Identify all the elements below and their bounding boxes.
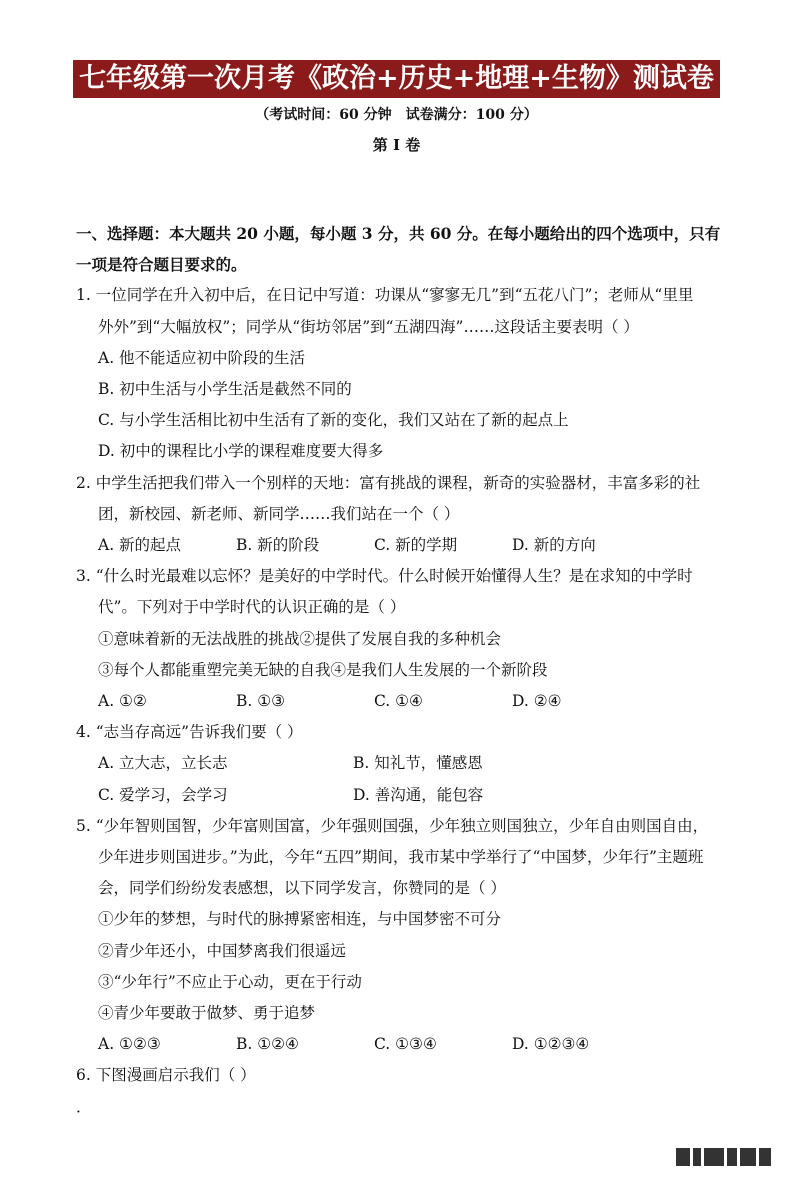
watermark-bars-icon — [676, 1148, 771, 1166]
q3-option-c: C. ①④ — [374, 692, 423, 711]
q5-statement-1: ①少年的梦想，与时代的脉搏紧密相连，与中国梦密不可分 — [98, 910, 502, 929]
exam-info: （考试时间：60 分钟 试卷满分：100 分） — [255, 107, 538, 123]
q1-stem-line2: 外外”到“大幅放权”；同学从“街坊邻居”到“五湖四海”……这段话主要表明（ ） — [98, 317, 639, 336]
question-content — [76, 218, 726, 1123]
q2-option-c: C. 新的学期 — [374, 536, 458, 555]
q2-option-a: A. 新的起点 — [98, 536, 182, 555]
q4-options-row1 — [76, 748, 726, 779]
section-instruction-line2: 一项是符合题目要求的。 — [76, 255, 247, 275]
q5-option-a: A. ①②③ — [98, 1035, 161, 1054]
section-instruction-line1: 一、选择题：本大题共 20 小题，每小题 3 分，共 60 分。在每小题给出的四个选项中，只有 — [76, 224, 721, 243]
bar-icon — [676, 1148, 690, 1166]
q2-option-d: D. 新的方向 — [512, 536, 596, 555]
q4-stem-line1: 4. “志当存高远”告诉我们要（ ） — [76, 723, 303, 742]
q5-options — [76, 1029, 726, 1060]
q5-statement-2: ②青少年还小，中国梦离我们很遥远 — [98, 941, 347, 960]
q1-option-a: A. 他不能适应初中阶段的生活 — [98, 348, 306, 367]
q1-option-c: C. 与小学生活相比初中生活有了新的变化，我们又站在了新的起点上 — [98, 411, 569, 430]
q3-statements-1: ①意味着新的无法战胜的挑战②提供了发展自我的多种机会 — [98, 629, 502, 648]
bar-icon — [704, 1148, 724, 1166]
q4-options-row2 — [76, 780, 726, 811]
page-title: 七年级第一次月考《政治+历史+地理+生物》测试卷 — [73, 60, 720, 98]
q5-stem-line3: 会，同学们纷纷发表感想，以下同学发言，你赞同的是（ ） — [98, 879, 506, 898]
q6-stem-line1: 6. 下图漫画启示我们（ ） — [76, 1066, 256, 1085]
q2-stem-line2: 团，新校园、新老师、新同学……我们站在一个（ ） — [98, 504, 460, 523]
q1-option-d: D. 初中的课程比小学的课程难度要大得多 — [98, 442, 384, 461]
q5-option-c: C. ①③④ — [374, 1035, 437, 1054]
q2-stem-line1: 2. 中学生活把我们带入一个别样的天地：富有挑战的课程，新奇的实验器材，丰富多彩的社 — [76, 473, 701, 492]
q3-option-b: B. ①③ — [236, 692, 286, 711]
q3-stem-line2: 代”。下列对于中学时代的认识正确的是（ ） — [98, 598, 406, 617]
q4-option-a: A. 立大志，立长志 — [98, 754, 228, 773]
q2-option-b: B. 新的阶段 — [236, 536, 320, 555]
q3-option-d: D. ②④ — [512, 692, 562, 711]
bar-icon — [727, 1148, 737, 1166]
q5-option-d: D. ①②③④ — [512, 1035, 590, 1054]
q3-options — [76, 686, 726, 717]
q1-option-b: B. 初中生活与小学生活是截然不同的 — [98, 380, 352, 399]
q5-statement-3: ③“少年行”不应止于心动，更在于行动 — [98, 972, 362, 991]
q5-stem-line2: 少年进步则国进步。”为此，今年“五四”期间，我市某中学举行了“中国梦，少年行”主题班 — [98, 848, 704, 867]
q6-stem-line2: ． — [76, 1097, 92, 1116]
title-wrap — [0, 60, 793, 98]
bar-icon — [759, 1148, 771, 1166]
q3-option-a: A. ①② — [98, 692, 147, 711]
q5-statement-4: ④青少年要敢于做梦、勇于追梦 — [98, 1004, 316, 1023]
q3-stem-line1: 3. “什么时光最难以忘怀？是美好的中学时代。什么时候开始懂得人生？是在求知的中学时 — [76, 567, 693, 586]
bar-icon — [693, 1148, 701, 1166]
q4-option-b: B. 知礼节，懂感恩 — [353, 754, 483, 773]
q1-stem-line1: 1. 一位同学在升入初中后，在日记中写道：功课从“寥寥无几”到“五花八门”；老师从“里里 — [76, 286, 694, 305]
q2-options — [76, 530, 726, 561]
q3-statements-2: ③每个人都能重塑完美无缺的自我④是我们人生发展的一个新阶段 — [98, 660, 548, 679]
bar-icon — [740, 1148, 756, 1166]
q4-option-d: D. 善沟通，能包容 — [353, 785, 484, 804]
q4-option-c: C. 爱学习，会学习 — [98, 785, 228, 804]
part-title: 第 I 卷 — [372, 136, 421, 154]
q5-stem-line1: 5. “少年智则国智，少年富则国富，少年强则国强，少年独立则国独立，少年自由则国自由， — [76, 816, 709, 835]
q5-option-b: B. ①②④ — [236, 1035, 299, 1054]
